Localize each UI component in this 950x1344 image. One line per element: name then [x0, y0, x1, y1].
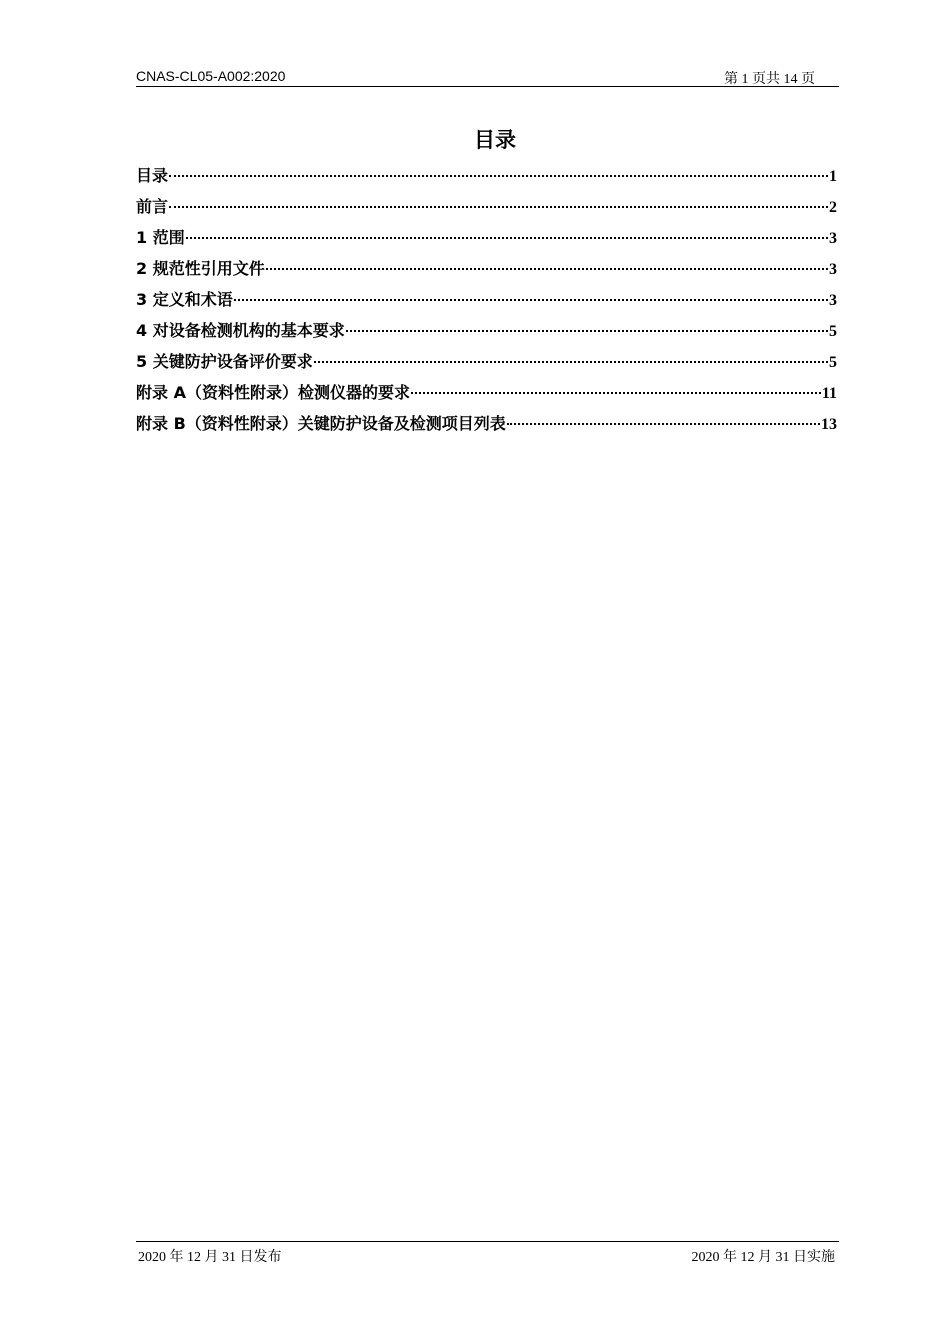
toc-entry-page: 5 — [829, 354, 837, 371]
toc-dot-leader — [234, 299, 828, 301]
toc-dot-leader — [186, 237, 828, 239]
toc-entry-normative-references[interactable] — [136, 256, 837, 287]
toc-entry-page: 5 — [829, 323, 837, 340]
toc-entry-label: 5 关键防护设备评价要求 — [136, 352, 313, 371]
publish-date: 2020 年 12 月 31 日发布 — [138, 1250, 282, 1265]
toc-entry-label: 3 定义和术语 — [136, 290, 233, 309]
toc-entry-page: 13 — [821, 416, 837, 433]
toc-entry-label: 4 对设备检测机构的基本要求 — [136, 321, 345, 340]
toc-entry-foreword[interactable] — [136, 194, 837, 225]
toc-dot-leader — [507, 423, 820, 425]
toc-entry-appendix-b[interactable] — [136, 411, 837, 442]
toc-entry-label: 前言 — [136, 197, 169, 216]
toc-entry-page: 2 — [829, 199, 837, 216]
toc-entry-label: 目录 — [136, 166, 169, 185]
toc-entry-page: 3 — [829, 292, 837, 309]
toc-dot-leader — [314, 361, 828, 363]
toc-dot-leader — [266, 268, 828, 270]
toc-entry-page: 3 — [829, 230, 837, 247]
effective-date: 2020 年 12 月 31 日实施 — [691, 1250, 835, 1265]
document-code: CNAS-CL05-A002:2020 — [136, 68, 286, 84]
toc-entry-definitions[interactable] — [136, 287, 837, 318]
toc-entry-contents[interactable] — [136, 163, 837, 194]
toc-dot-leader — [346, 330, 828, 332]
page-header — [136, 66, 839, 87]
toc-dot-leader — [169, 206, 828, 208]
toc-entry-evaluation-requirements[interactable] — [136, 349, 837, 380]
toc-entry-label: 2 规范性引用文件 — [136, 259, 265, 278]
toc-entry-page: 1 — [829, 168, 837, 185]
page-number-info: 第 1 页共 14 页 — [724, 72, 815, 87]
toc-entry-page: 3 — [829, 261, 837, 278]
toc-entry-appendix-a[interactable] — [136, 380, 837, 411]
toc-title: 目录 — [474, 128, 516, 152]
toc-entry-page: 11 — [821, 385, 837, 402]
toc-entry-label: 附录 A（资料性附录）检测仪器的要求 — [136, 383, 410, 402]
toc-entry-label: 附录 B（资料性附录）关键防护设备及检测项目列表 — [136, 414, 506, 433]
table-of-contents — [136, 163, 837, 442]
toc-entry-label: 1 范围 — [136, 228, 185, 247]
toc-dot-leader — [411, 392, 821, 394]
toc-dot-leader — [169, 175, 828, 177]
toc-entry-scope[interactable] — [136, 225, 837, 256]
page-footer — [136, 1241, 839, 1265]
toc-entry-basic-requirements[interactable] — [136, 318, 837, 349]
